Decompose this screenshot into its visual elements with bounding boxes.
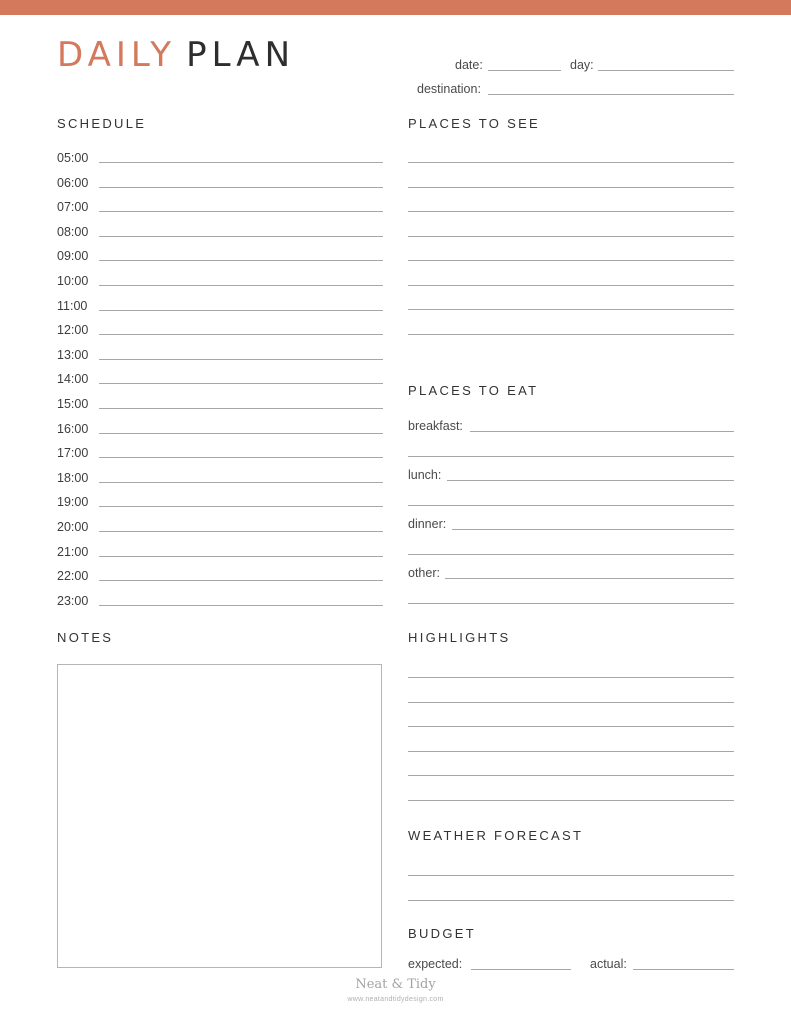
schedule-time-label: 23:00 — [57, 593, 89, 608]
schedule-line[interactable] — [99, 506, 383, 507]
schedule-time-label: 20:00 — [57, 520, 89, 534]
day-field[interactable] — [598, 70, 734, 71]
schedule-line[interactable] — [99, 260, 383, 261]
schedule-time-label: 07:00 — [57, 200, 89, 215]
notes-heading: NOTES — [57, 630, 114, 645]
places-to-see-line[interactable] — [408, 236, 734, 237]
schedule-line[interactable] — [99, 334, 383, 335]
schedule-line[interactable] — [99, 236, 383, 237]
breakfast-field-2[interactable] — [408, 456, 734, 457]
lunch-field[interactable] — [447, 480, 734, 481]
other-field-2[interactable] — [408, 603, 734, 604]
places-to-see-line[interactable] — [408, 162, 734, 163]
dinner-field[interactable] — [452, 529, 734, 530]
schedule-time-label: 21:00 — [57, 544, 89, 559]
schedule-time-label: 19:00 — [57, 495, 89, 510]
dinner-field-2[interactable] — [408, 554, 734, 555]
highlights-line[interactable] — [408, 702, 734, 703]
schedule-line[interactable] — [99, 408, 383, 409]
schedule-time-label: 18:00 — [57, 470, 89, 485]
schedule-line[interactable] — [99, 187, 383, 188]
schedule-time-label: 10:00 — [57, 274, 89, 288]
title-main-word: PLAN — [186, 35, 295, 75]
highlights-line[interactable] — [408, 751, 734, 752]
weather-line[interactable] — [408, 900, 734, 901]
lunch-field-2[interactable] — [408, 505, 734, 506]
schedule-line[interactable] — [99, 211, 383, 212]
date-label: date: — [455, 58, 483, 72]
schedule-line[interactable] — [99, 433, 383, 434]
lunch-label: lunch: — [408, 468, 442, 482]
breakfast-field[interactable] — [470, 431, 734, 432]
expected-label: expected: — [408, 957, 463, 971]
places-to-see-line[interactable] — [408, 334, 734, 335]
highlights-line[interactable] — [408, 726, 734, 727]
destination-field[interactable] — [488, 94, 734, 95]
schedule-time-label: 11:00 — [57, 298, 88, 313]
schedule-heading: SCHEDULE — [57, 116, 147, 131]
schedule-line[interactable] — [99, 359, 383, 360]
weather-line[interactable] — [408, 875, 734, 876]
title-accent-word: DAILY — [57, 35, 177, 75]
schedule-line[interactable] — [99, 531, 383, 532]
breakfast-label: breakfast: — [408, 419, 463, 433]
schedule-line[interactable] — [99, 285, 383, 286]
highlights-heading: HIGHLIGHTS — [408, 630, 511, 645]
actual-field[interactable] — [633, 969, 734, 970]
schedule-line[interactable] — [99, 580, 383, 581]
places-to-see-heading: PLACES TO SEE — [408, 116, 541, 131]
highlights-line[interactable] — [408, 800, 734, 801]
date-field[interactable] — [488, 70, 561, 71]
schedule-time-label: 13:00 — [57, 347, 89, 362]
schedule-line[interactable] — [99, 457, 383, 458]
places-to-see-line[interactable] — [408, 187, 734, 188]
website-url: www.neatandtidydesign.com — [347, 996, 444, 1003]
places-to-eat-heading: PLACES TO EAT — [408, 383, 539, 398]
dinner-label: dinner: — [408, 517, 447, 531]
schedule-line[interactable] — [99, 162, 383, 163]
schedule-time-label: 05:00 — [57, 151, 89, 165]
schedule-time-label: 09:00 — [57, 249, 89, 264]
highlights-line[interactable] — [408, 775, 734, 776]
schedule-line[interactable] — [99, 556, 383, 557]
schedule-line[interactable] — [99, 482, 383, 483]
schedule-time-label: 15:00 — [57, 397, 89, 411]
other-label: other: — [408, 566, 440, 580]
brand-logo-text: Neat & Tidy — [355, 977, 436, 992]
other-field[interactable] — [445, 578, 734, 579]
schedule-time-label: 14:00 — [57, 372, 89, 387]
actual-label: actual: — [590, 957, 627, 971]
highlights-line[interactable] — [408, 677, 734, 678]
schedule-time-label: 08:00 — [57, 224, 89, 239]
day-label: day: — [570, 58, 594, 72]
schedule-time-label: 22:00 — [57, 569, 89, 584]
destination-label: destination: — [417, 82, 481, 96]
schedule-time-label: 06:00 — [57, 175, 89, 190]
schedule-line[interactable] — [99, 383, 383, 384]
places-to-see-line[interactable] — [408, 211, 734, 212]
page-title — [57, 35, 295, 75]
places-to-see-line[interactable] — [408, 285, 734, 286]
places-to-see-line[interactable] — [408, 309, 734, 310]
schedule-line[interactable] — [99, 310, 383, 311]
schedule-time-label: 17:00 — [57, 446, 89, 461]
schedule-time-label: 12:00 — [57, 323, 89, 338]
top-accent-bar — [0, 0, 791, 15]
notes-box[interactable] — [57, 664, 382, 968]
schedule-time-label: 16:00 — [57, 421, 89, 436]
schedule-line[interactable] — [99, 605, 383, 606]
weather-forecast-heading: WEATHER FORECAST — [408, 828, 584, 843]
budget-heading: BUDGET — [408, 926, 476, 941]
expected-field[interactable] — [471, 969, 571, 970]
places-to-see-line[interactable] — [408, 260, 734, 261]
